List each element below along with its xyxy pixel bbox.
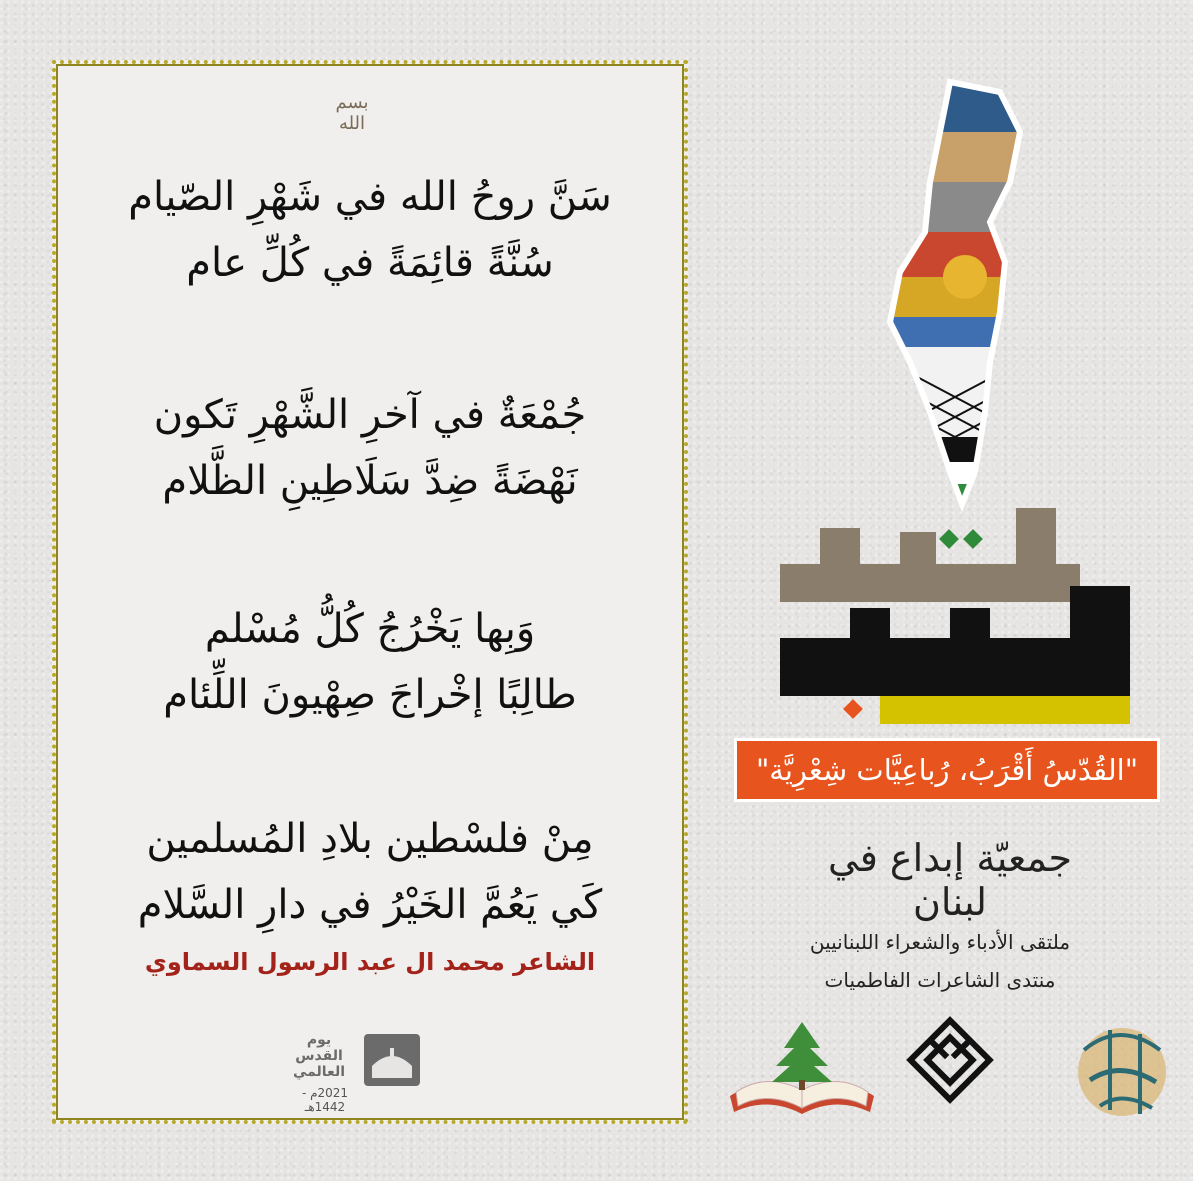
banner-title: "القُدّسُ أَقْرَبُ، رُباعِيَّات شِعْرِيَّة" bbox=[755, 753, 1139, 787]
quds-day-badge bbox=[280, 1026, 428, 1114]
quds-badge-year: 2021م - 1442هـ bbox=[301, 1086, 349, 1114]
verse-line: كَي يَعُمَّ الخَيْرُ في دارِ السَّلام bbox=[137, 882, 603, 928]
palestine-map-icon bbox=[870, 72, 1040, 512]
kufic-square-emblem-icon bbox=[906, 1016, 994, 1104]
stanza-1 bbox=[60, 164, 680, 296]
open-book-cedar-icon bbox=[724, 1018, 880, 1118]
aqrab-alquds-logo bbox=[770, 488, 1140, 732]
association-name: جمعيّة إبداع في لبنان bbox=[828, 836, 1072, 924]
quds-badge-line3: العالمي bbox=[292, 1064, 346, 1080]
verse-line: سُنَّةً قائِمَةً في كُلِّ عام bbox=[186, 240, 554, 286]
verse-line: طالِبًا إخْراجَ صِهْيونَ اللِّئام bbox=[163, 672, 577, 718]
quds-badge-line1: يوم bbox=[306, 1032, 332, 1048]
logo-line2: القدس bbox=[960, 518, 963, 519]
association-line-1: ملتقى الأدباء والشعراء اللبنانيين bbox=[809, 930, 1071, 954]
stanza-4 bbox=[60, 806, 680, 938]
fatimiyat-calligraphy-icon bbox=[1060, 1010, 1178, 1122]
quds-badge-line2: القدس bbox=[295, 1048, 343, 1064]
stanza-3 bbox=[60, 596, 680, 728]
stanza-2 bbox=[60, 382, 680, 514]
verse-line: جُمْعَةٌ في آخرِ الشَّهْرِ تَكون bbox=[153, 392, 587, 438]
poet-name: الشاعر محمد ال عبد الرسول السماوي bbox=[144, 948, 596, 976]
bismillah-calligraphy: بسم الله bbox=[335, 92, 369, 134]
verse-line: وَبِها يَخْرُجُ كُلُّ مُسْلم bbox=[204, 606, 536, 652]
verse-line: سَنَّ روحُ الله في شَهْرِ الصّيام bbox=[128, 174, 612, 220]
association-line-2: منتدى الشاعرات الفاطميات bbox=[824, 968, 1056, 992]
verse-line: نَهْضَةً ضِدَّ سَلَاطِينِ الظَّلام bbox=[162, 458, 578, 504]
logo-line1: أقرب bbox=[960, 508, 963, 509]
verse-line: مِنْ فلسْطين بلادِ المُسلمين bbox=[146, 816, 594, 862]
title-banner bbox=[734, 738, 1160, 802]
